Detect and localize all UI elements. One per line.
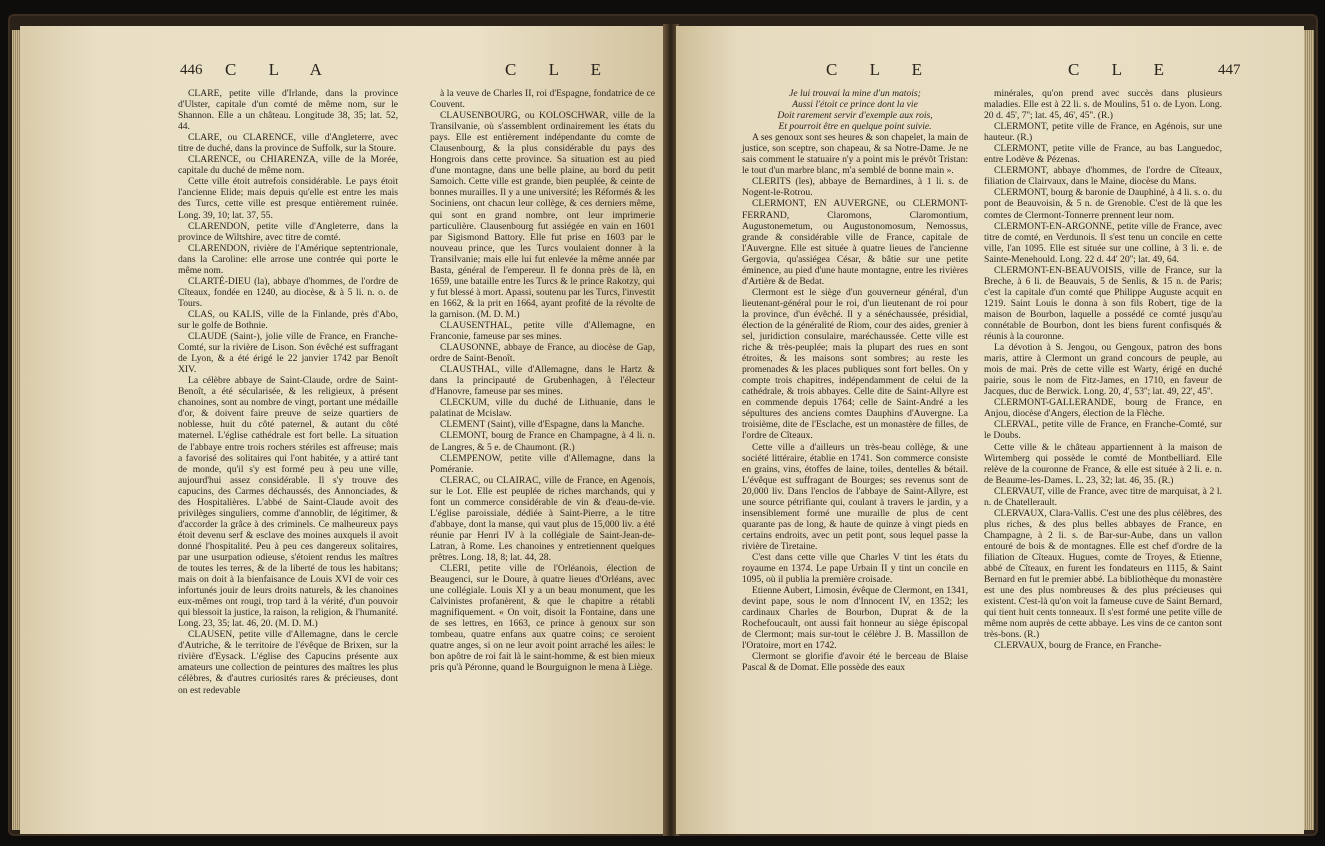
- dictionary-entry: CLARE, petite ville d'Irlande, dans la province d'Ulster, capitale d'un comté de même nom, sur le Shannon. Elle a un château. Longitude 38, 35; lat. 52, 44.: [178, 88, 398, 133]
- verse-line: Je lui trouvai la mine d'un matois;: [789, 88, 921, 99]
- page-number: 446: [180, 62, 203, 78]
- running-head-left: C L E: [826, 60, 936, 79]
- dictionary-entry: CLERMONT-GALLERANDE, bourg de France, en Anjou, diocèse d'Angers, élection de la Flèche.: [984, 397, 1222, 420]
- dictionary-entry: CLEMENT (Saint), ville d'Espagne, dans la Manche.: [440, 419, 645, 431]
- dictionary-entry: CLARENCE, ou CHIARENZA, ville de la Morée, capitale du duché de même nom.: [178, 154, 398, 177]
- dictionary-entry: CLARENDON, rivière de l'Amérique septentrionale, dans la Caroline: elle arrose une contrée qui porte le même nom.: [178, 242, 398, 276]
- dictionary-entry: CLARE, ou CLARENCE, ville d'Angleterre, avec titre de duché, dans la province de Suffolk, sur la Stoure.: [178, 132, 398, 155]
- dictionary-entry: CLEMPENOW, petite ville d'Allemagne, dans la Poméranie.: [430, 452, 655, 475]
- right-page: [676, 26, 1304, 834]
- dictionary-entry: CLERMONT, abbaye d'hommes, de l'ordre de Cîteaux, filiation de Clairvaux, dans le Maine, diocèse du Mans.: [984, 165, 1222, 188]
- dictionary-entry: CLERVAUX, Clara-Vallis. C'est une des plus célèbres, des plus riches, & des plus belles abbayes de France, en Champagne, à 2 li. s. de Bar-sur-Aube, dans un vallon entouré de bois & de montagnes. Elle est chef d'ordre de la filiation de Cîteaux. Hugues, comte de Troyes, & Etienne, abbé de Cîteaux, en furent les fondateurs en 1115, & Saint Bernard en fut le premier abbé. La bibliothèque du monastère est une des plus nombreuses & des plus précieuses qui existent. C'est-là qu'on voit la fameuse cuve de Saint Bernard, qui tient huit cents tonneaux. Il s'est formé une petite ville de même nom auprès de cette abbaye. Les vins de ce canton sont très-bons. (R.): [984, 507, 1222, 641]
- dictionary-entry: Cette ville & le château appartiennent à la maison de Wirtemberg qui possède le comté de Montbelliard. Elle relève de la couronne de France, & elle est située à 2 li. e. n. de Beaume-les-Dames. L. 23, 32; lat. 46, 35. (R.): [984, 441, 1222, 486]
- dictionary-entry: CLARENDON, petite ville d'Angleterre, dans la province de Wiltshire, avec titre de comté.: [178, 220, 398, 243]
- dictionary-entry: CLERVAUT, ville de France, avec titre de marquisat, à 2 l. n. de Chatellerault.: [984, 485, 1222, 508]
- dictionary-entry: Clermont se glorifie d'avoir été le berceau de Blaise Pascal & de Domat. Elle possède des eaux: [742, 651, 968, 674]
- dictionary-entry: CLAUSONNE, abbaye de France, au diocèse de Gap, ordre de Saint-Benoît.: [430, 342, 655, 365]
- dictionary-entry: CLAUDE (Saint-), jolie ville de France, en Franche-Comté, sur la rivière de Lison. Son évêché est suffragant de Lyon, & a été érigé le 22 janvier 1742 par Benoît XIV.: [178, 331, 398, 376]
- text-column-right: [430, 88, 655, 673]
- dictionary-entry: CLERVAL, petite ville de France, en Franche-Comté, sur le Doubs.: [984, 419, 1222, 442]
- dictionary-entry: CLAUSTHAL, ville d'Allemagne, dans le Hartz & dans la principauté de Grubenhagen, à l'électeur d'Hanovre, fameuse par ses mines.: [430, 364, 655, 398]
- dictionary-entry: minérales, qu'on prend avec succès dans plusieurs maladies. Elle est à 22 li. s. de Moulins, 51 o. de Lyon. Long. 20 d. 45', 7''; lat. 45, 46', 45''. (R.): [984, 88, 1222, 122]
- dictionary-entry: CLERI, petite ville de l'Orléanois, élection de Beaugenci, sur le Doure, à quatre lieues d'Orléans, avec une collégiale. Louis XI y a un beau monument, que les Calvinistes profanèrent, & que le chapitre a rétabli magnifiquement. « On voit, disoit la Fontaine, dans une de ses lettres, en 1663, ce prince à genoux sur son tombeau, quatre enfans aux quatre coins; ce seroient quatre anges, si on ne leur avoit point arraché les ailes: le bon apôtre de roi fait là le saint-homme, & est bien mieux pris qu'à Péronne, quand le Bourguignon le mena à Liège.: [430, 563, 655, 674]
- running-head-right: C L E: [1068, 60, 1178, 79]
- dictionary-entry: CLERMONT, petite ville de France, en Agénois, sur une hauteur. (R.): [984, 121, 1222, 144]
- dictionary-entry: CLAS, ou KALIS, ville de la Finlande, près d'Abo, sur le golfe de Bothnie.: [178, 308, 398, 331]
- dictionary-entry: CLERITS (les), abbaye de Bernardines, à 1 li. s. de Nogent-le-Rotrou.: [742, 176, 968, 199]
- text-column-right: [984, 88, 1222, 651]
- dictionary-entry: CLAUSENBOURG, ou KOLOSCHWAR, ville de la Transilvanie, où s'assemblent ordinairement les états du pays. Elle est entièrement indépendante du comte de Clausenbourg, & la plus considérable du pays des Hongrois dans cette province. Sa situation est au pied d'une montagne, dans une belle plaine, au bord du petit Samoich. Cette ville est grande, bien peuplée, & ceinte de bonnes murailles. Il y a une université; les Réformés & les Sociniens, ont chacun leur collège, & ces derniers même, qui sont en grand nombre, ont leur imprimerie particulière. Clausenbourg fut assiégée en vain en 1601 par Sigismond Battory. Elle fut prise en 1603 par le nouveau prince, que les Turcs voulaient donner à la Transilvanie; mais elle lui fut enlevée la même année par Basta, général de l'empereur. Il fe donna près de là, en 1659, une bataille entre les Turcs & le prince Rakotzy, qui y fut blessé à mort. Apassi, soutenu par les Turcs, l'investit en 1662, & la prit en 1664, ayant profité de la révolte de la garnison. (M. D. M.): [430, 110, 655, 320]
- dictionary-entry: CLEMONT, bourg de France en Champagne, à 4 li. n. de Langres, & 5 e. de Chaumont. (R.): [430, 430, 655, 453]
- left-page: [20, 26, 666, 834]
- dictionary-entry: CLERVAUX, bourg de France, en Franche-: [994, 640, 1162, 652]
- dictionary-entry: Cette ville a d'ailleurs un très-beau collège, & une société littéraire, établie en 1741. Son commerce consiste en grains, vins, étoffes de laine, toiles, dentelles & bétail. L'évêque est suffragant de Bourges; ses revenus sont de 20,000 liv. Dans l'enclos de l'abbaye de Saint-Allyre, est une source pétrifiante qui, coulant à travers le jardin, y a insensiblement formé une muraille de plus de cent quarante pas de long, & haute de quinze à vingt pieds en certains endroits, avec un petit pont, sous lequel passe la rivière de Tiretaine.: [742, 441, 968, 552]
- text-column-left: [742, 88, 968, 673]
- verse-line: Aussi l'étoit ce prince dont la vie: [792, 99, 918, 111]
- dictionary-entry: CLERMONT, petite ville de France, au bas Languedoc, entre Lodève & Pézenas.: [984, 143, 1222, 166]
- dictionary-entry: CLERMONT, EN AUVERGNE, ou CLERMONT-FERRAND, Claromons, Claromontium, Augustonemetum, ou Augustonomosum, Nemossus, grande & considérable ville de France, capitale de l'Auvergne. Elle est située à quatre lieues de l'ancienne Gergovia, qu'assiégea César, & bâtie sur une petite éminence, au pied d'une haute montagne, entre les rivières d'Artière & de Bedat.: [742, 198, 968, 287]
- page-number: 447: [1218, 62, 1241, 78]
- running-head-left: C L A: [225, 60, 336, 79]
- dictionary-entry: Etienne Aubert, Limosin, évêque de Clermont, en 1341, devint pape, sous le nom d'Innocent IV, en 1352; les cardinaux Charles de Bourbon, Duprat & de la Rochefoucault, ont aussi fait honneur au siège épiscopal de Clermont; mais sur-tout le célèbre J. B. Massillon de l'Oratoire, mort en 1742.: [742, 585, 968, 652]
- dictionary-entry: La dévotion à S. Jengou, ou Gengoux, patron des bons maris, attire à Clermont un grand concours de peuple, au mois de mai. Près de cette ville est Warty, érigé en duché pairie, sous le nom de Fitz-James, en 1710, en faveur de Jacques, duc de Berwick. Long. 20, 4', 53''; lat. 49, 22', 45''.: [984, 342, 1222, 398]
- dictionary-entry: La célèbre abbaye de Saint-Claude, ordre de Saint-Benoît, a été sécularisée, & les religieux, à présent chanoines, sont au nombre de vingt, portant une médaille d'or, & doivent faire preuve de seize quartiers de noblesse, huit du côté paternel, & autant du côté maternel. L'église cathédrale est fort belle. La situation de l'abbaye entre trois rochers stériles est affreuse; mais a favorisé des solitaires qui l'ont habitée, y a attiré tant de monde, qu'il s'y est formé peu à peu une ville, aujourd'hui assez considérable. Il s'y trouve des capucins, des Carmes déchaussés, des Annonciades, & des Hospitalières. L'abbé de Saint-Claude avoit des privilèges singuliers, comme d'annoblir, de légitimer, & d'accorder la grâce à des criminels. Ce malheureux pays étoit devenu serf & esclave des moines auxquels il avoit donné l'hospitalité. Peu à peu ces dangereux solitaires, par une usurpation odieuse, s'étoient rendus les maîtres de toutes les terres, & de la liberté de tous les habitans; mais on doit à la bienfaisance de Louis XVI de voir ces infortunés jouir de leurs droits naturels, & les chanoines eux-mêmes ont rougi, trop tard à la vérité, d'un pouvoir qui blessoit la justice, la raison, la religion, & l'humanité. Long. 23, 35; lat. 46, 20. (M. D. M.): [178, 375, 398, 630]
- dictionary-entry: CLAUSENTHAL, petite ville d'Allemagne, en Franconie, fameuse par ses mines.: [430, 319, 655, 343]
- dictionary-entry: à la veuve de Charles II, roi d'Espagne, fondatrice de ce Couvent.: [430, 88, 655, 111]
- dictionary-entry: A ses genoux sont ses heures & son chapelet, la main de justice, son sceptre, son chapeau, & sa Notre-Dame. Je ne sais comment le statuaire n'y a point mis le prévôt Tristan: le tout d'un marbre blanc, m'a semblé de bonne main ».: [742, 132, 968, 177]
- dictionary-entry: CLECKUM, ville du duché de Lithuanie, dans le palatinat de Mcislaw.: [430, 397, 655, 420]
- open-book: [8, 14, 1318, 836]
- dictionary-entry: CLERMONT-EN-ARGONNE, petite ville de France, avec titre de comté, en Verdunois. Il s'est tenu un concile en cette ville, l'an 1095. Elle est située sur une colline, à 3 li. e. de Sainte-Menehould. Long. 22 d. 44' 20''; lat. 49, 64.: [984, 220, 1222, 265]
- dictionary-entry: CLARTÉ-DIEU (la), abbaye d'hommes, de l'ordre de Cîteaux, fondée en 1240, au diocèse, & à 5 li. n. o. de Tours.: [178, 275, 398, 309]
- dictionary-entry: CLERAC, ou CLAIRAC, ville de France, en Agenois, sur le Lot. Elle est peuplée de riches marchands, qui y font un commerce considérable de vin & d'eau-de-vie. L'église paroissiale, dédiée à Saint-Pierre, a le titre d'abbaye, dont la manse, qui vaut plus de 15,000 liv. a été réunie par Henri IV à la collégiale de Saint-Jean-de-Latran, à Rome. Les chanoines y entretiennent quelques prêtres. Long. 18, 8; lat. 44, 28.: [430, 474, 655, 563]
- dictionary-entry: C'est dans cette ville que Charles V tint les états du royaume en 1374. Le pape Urbain II y tint un concile en 1095, où il publia la première croisade.: [742, 551, 968, 586]
- verse-line: Et pourroit être en quelque point suivie.: [778, 121, 932, 133]
- dictionary-entry: CLERMONT, bourg & baronie de Dauphiné, à 4 li. s. o. du pont de Beauvoisin, & 5 n. de Grenoble. C'est de là que les comtes de Clermont-Tonnerre prennent leur nom.: [984, 187, 1222, 221]
- verse-line: Doit rarement servir d'exemple aux rois,: [777, 110, 933, 122]
- dictionary-entry: Clermont est le siège d'un gouverneur général, d'un lieutenant-général pour le roi, d'un lieutenant de roi pour la province, d'un évêché. Il y a sénéchaussée, présidial, élection de la généralité de Riom, cour des aides, grenier à sel, juridiction consulaire, maréchaussée. Cette ville est riche & très-peuplée; mais la plupart des rues en sont étroites, & les maisons sont sombres; au reste les promenades & les places publiques sont fort belles. On y compte trois chapitres, indépendamment de celui de la cathédrale, & trois abbayes. Celle dite de Saint-Allyre est en commende depuis 1764; celle de Saint-André a les sépultures des anciens comtes Dauphins d'Auvergne. La troisième, dite de l'Esclache, est un monastère de filles, de l'ordre de Cîteaux.: [742, 286, 968, 442]
- dictionary-entry: CLERMONT-EN-BEAUVOISIS, ville de France, sur la Breche, à 6 li. de Beauvais, 5 de Senlis, & 15 n. de Paris; c'est la capitale d'un comté que Philippe Auguste acquit en 1219. Saint Louis le donna à son fils Robert, tige de la maison de Bourbon, laquelle a possédé ce comté jusqu'au connétable de Bourbon, dont les biens furent confisqués & réunis à la couronne.: [984, 264, 1222, 343]
- dictionary-entry: CLAUSEN, petite ville d'Allemagne, dans le cercle d'Autriche, & le territoire de l'évêque de Brixen, sur la rivière d'Eysack. L'église des Capucins présente aux amateurs une collection de peintures des maîtres les plus célèbres, & d'autres curiosités rares & précieuses, dont on est redevable: [178, 629, 398, 696]
- text-column-left: [178, 88, 398, 696]
- dictionary-entry: Cette ville étoit autrefois considérable. Le pays étoit l'ancienne Elide; mais depuis qu'elle est entre les mais des Turcs, cette ville est presque entièrement ruinée. Long. 39, 10; lat. 37, 55.: [178, 176, 398, 221]
- running-head-right: C L E: [505, 60, 615, 79]
